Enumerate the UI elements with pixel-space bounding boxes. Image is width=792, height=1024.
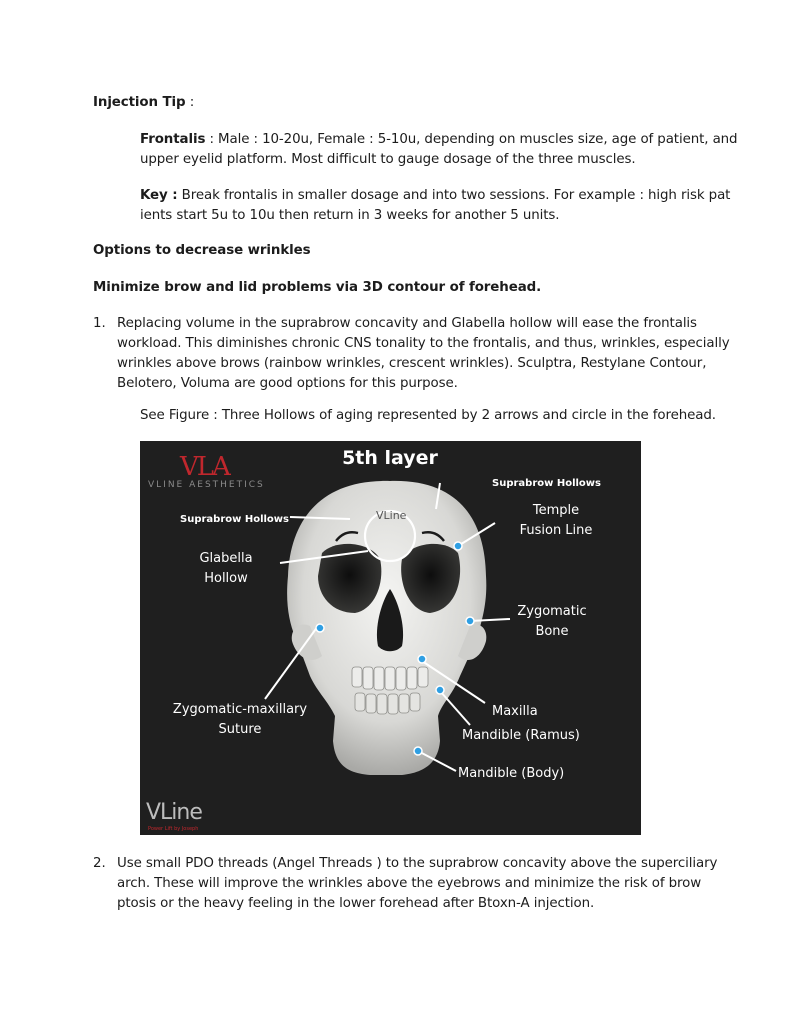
brand-logo: VLA — [180, 452, 229, 482]
frontalis-line-2: upper eyelid platform. Most difficult to gauge dosage of the three muscles. — [140, 152, 636, 167]
label-glabella-2: Hollow — [204, 571, 248, 586]
item-2-number: 2. — [93, 856, 106, 871]
item-1-line-4: Belotero, Voluma are good options for this purpose. — [117, 376, 458, 391]
label-zygomatic-2: Bone — [535, 624, 569, 639]
minimize-heading: Minimize brow and lid problems via 3D contour of forehead. — [93, 280, 542, 295]
label-mandible-ramus: Mandible (Ramus) — [462, 728, 580, 743]
brand-name: VLINE AESTHETICS — [148, 480, 265, 490]
frontalis-term: Frontalis — [140, 132, 206, 147]
label-suprabrow-right: Suprabrow Hollows — [492, 478, 601, 489]
key-text-1: Break frontalis in smaller dosage and into two sessions. For example : high risk pat — [177, 188, 731, 203]
item-1-number: 1. — [93, 316, 106, 331]
label-zm-suture-2: Suture — [218, 722, 262, 737]
item-1-line-3: wrinkles above brows (rainbow wrinkles, crescent wrinkles). Sculptra, Restylane Contour, — [117, 356, 707, 371]
label-suprabrow-left: Suprabrow Hollows — [180, 514, 289, 525]
label-glabella-1: Glabella — [199, 551, 253, 566]
label-temple-1: Temple — [532, 503, 580, 518]
injection-tip-heading — [93, 93, 194, 113]
corner-logo: VLine — [146, 800, 202, 825]
label-temple-2: Fusion Line — [519, 523, 593, 538]
injection-tip-colon: : — [185, 95, 195, 110]
item-1-line-2: workload. This diminishes chronic CNS tonality to the frontalis, and thus, wrinkles, especially — [117, 336, 730, 351]
options-heading: Options to decrease wrinkles — [93, 243, 311, 258]
frontalis-line-1 — [140, 130, 737, 150]
key-term: Key : — [140, 188, 178, 203]
label-zygomatic-1: Zygomatic — [517, 604, 587, 619]
label-maxilla: Maxilla — [492, 704, 538, 719]
key-line-1 — [140, 186, 730, 206]
skull-illustration — [140, 441, 641, 835]
item-2-line-2: arch. These will improve the wrinkles above the eyebrows and minimize the risk of brow — [117, 876, 702, 891]
label-zm-suture-1: Zygomatic-maxillary — [172, 702, 308, 717]
figure-caption: See Figure : Three Hollows of aging represented by 2 arrows and circle in the forehead. — [140, 408, 716, 423]
upper-teeth — [352, 667, 428, 690]
item-1-line-1: Replacing volume in the suprabrow concavity and Glabella hollow will ease the frontalis — [117, 316, 697, 331]
figure-title: 5th layer — [342, 447, 438, 469]
label-mandible-body: Mandible (Body) — [458, 766, 565, 781]
frontalis-text-1: : Male : 10-20u, Female : 5-10u, depending on muscles size, age of patient, and — [205, 132, 738, 147]
corner-tagline: Power Lift by Joseph — [148, 826, 199, 832]
item-2-line-1: Use small PDO threads (Angel Threads ) to the suprabrow concavity above the superciliary — [117, 856, 718, 871]
item-2-line-3: ptosis or the heavy feeling in the lower forehead after Btoxn-A injection. — [117, 896, 595, 911]
skull-anatomy-figure — [140, 441, 641, 835]
skull-watermark: VLine — [376, 509, 407, 522]
injection-tip-label: Injection Tip — [93, 95, 186, 110]
key-line-2: ients start 5u to 10u then return in 3 weeks for another 5 units. — [140, 208, 560, 223]
